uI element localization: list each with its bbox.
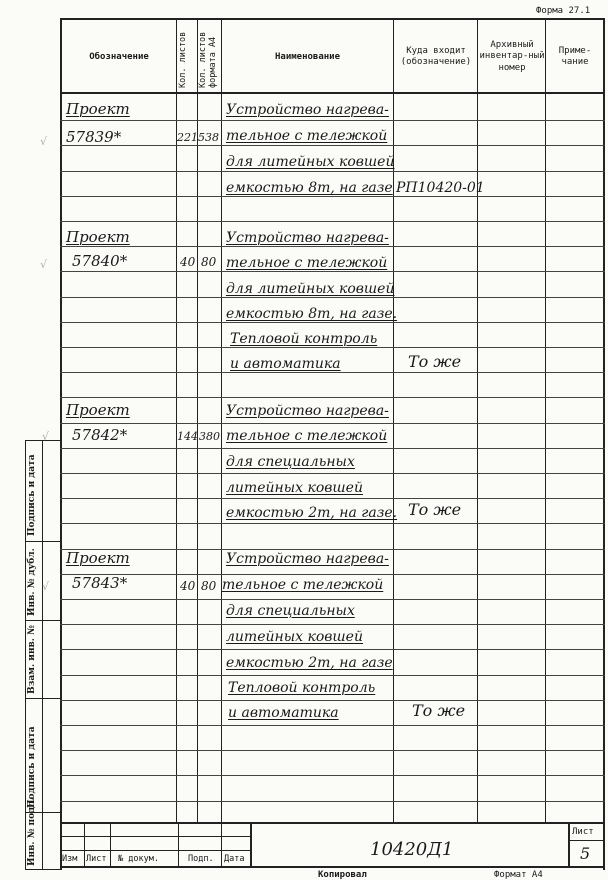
entry-1-sheets: 221 <box>177 131 198 144</box>
row-line <box>60 574 605 575</box>
entry-3-name-line5: емкостью 2т, на газе. <box>226 505 398 521</box>
row-line <box>60 498 605 499</box>
row-line <box>60 725 605 726</box>
header-designation: Обозначение <box>89 52 149 62</box>
entry-2-sheets: 40 <box>180 255 196 269</box>
row-line <box>60 801 605 802</box>
check-mark: √ <box>40 258 48 271</box>
row-line <box>60 649 605 650</box>
entry-1-a4: 538 <box>198 131 219 144</box>
side-label-sign-date-top: Подпись и дата <box>27 454 37 536</box>
stamp-sheet-number: 5 <box>580 844 591 863</box>
side-strip-divider <box>42 440 43 870</box>
header-divider <box>60 92 605 94</box>
side-strip-left <box>25 440 26 870</box>
row-line <box>60 347 605 348</box>
entry-1-designation-line1: Проект <box>66 100 130 118</box>
stamp-data: Дата <box>224 854 245 864</box>
entry-4-name-line6: Тепловой контроль <box>228 680 376 696</box>
entry-4-name-line4: литейных ковшей <box>226 629 363 645</box>
row-line <box>60 171 605 172</box>
header-where-used: Куда входит (обозначение) <box>400 46 472 68</box>
row-line <box>60 397 605 398</box>
stamp-izm: Изм <box>62 854 78 864</box>
row-line <box>60 473 605 474</box>
entry-4-designation-line1: Проект <box>66 549 130 567</box>
col-line-5 <box>477 18 478 822</box>
row-line <box>60 120 605 121</box>
entry-2-name-line6: и автоматика <box>230 356 341 372</box>
stamp-sheet-label: Лист <box>572 827 594 837</box>
footer-copied: Копировал <box>318 870 367 880</box>
header-a4-count: Кол. листов формата А4 <box>198 31 218 88</box>
row-line <box>60 775 605 776</box>
entry-2-name-line4: емкостью 8т, на газе. <box>226 306 398 322</box>
entry-4-where-used: То же <box>412 701 466 720</box>
row-line <box>60 675 605 676</box>
side-label-sign-date-bottom: Подпись и дата <box>27 726 37 808</box>
entry-4-designation-line2: 57843* <box>72 574 128 592</box>
entry-1-designation-line2: 57839* <box>66 128 122 146</box>
frame-bottom <box>60 866 605 868</box>
row-line <box>60 297 605 298</box>
entry-2-designation-line1: Проект <box>66 228 130 246</box>
entry-2-name-line3: для литейных ковшей <box>226 281 395 297</box>
entry-1-name-line3: для литейных ковшей <box>226 154 395 170</box>
entry-2-a4: 80 <box>201 255 217 269</box>
row-line <box>60 322 605 323</box>
frame-top <box>60 18 605 20</box>
entry-1-name-line4: емкостью 8т, на газе <box>226 180 393 196</box>
col-line-4 <box>393 18 394 822</box>
entry-2-name-line5: Тепловой контроль <box>230 331 378 347</box>
header-sheets-count: Кол. листов <box>178 31 188 88</box>
entry-1-name-line1: Устройство нагрева- <box>226 102 389 118</box>
entry-4-name-line3: для специальных <box>226 603 355 619</box>
entry-2-where-used: То же <box>408 352 462 371</box>
row-line <box>60 599 605 600</box>
side-label-vzam-inv: Взам. инв. № <box>27 625 37 694</box>
entry-1-where-used: РП10420-01 <box>396 180 485 196</box>
header-note: Приме-чание <box>558 46 592 68</box>
entry-4-sheets: 40 <box>180 579 196 593</box>
entry-4-a4: 80 <box>201 579 217 593</box>
entry-3-name-line2: тельное с тележкой <box>226 428 388 444</box>
header-name: Наименование <box>274 52 341 62</box>
row-line <box>60 448 605 449</box>
row-line <box>60 423 605 424</box>
entry-3-designation-line1: Проект <box>66 401 130 419</box>
check-mark: √ <box>42 430 50 443</box>
entry-4-name-line2: тельное с тележкой <box>222 577 384 593</box>
stamp-top-line <box>60 822 605 824</box>
entry-3-sheets: 144 <box>177 430 198 443</box>
col-line-6 <box>545 18 546 822</box>
row-line <box>60 271 605 272</box>
entry-3-a4: 380 <box>199 430 220 443</box>
entry-4-name-line7: и автоматика <box>228 705 339 721</box>
row-line <box>60 549 605 550</box>
side-label-inv-dubl: Инв. № дубл. <box>27 548 37 616</box>
row-line <box>60 372 605 373</box>
stamp-list: Лист <box>86 854 107 864</box>
footer-format: Формат А4 <box>494 870 543 880</box>
entry-3-name-line1: Устройство нагрева- <box>226 403 389 419</box>
entry-3-name-line4: литейных ковшей <box>226 480 363 496</box>
entry-3-name-line3: для специальных <box>226 454 355 470</box>
entry-2-name-line2: тельное с тележкой <box>226 255 388 271</box>
header-archive-no: Архивный инвентар-ный номер <box>479 40 545 73</box>
entry-3-designation-line2: 57842* <box>72 426 128 444</box>
row-line <box>60 523 605 524</box>
side-label-inv-podl: Инв. № подл. <box>27 797 37 866</box>
row-line <box>60 624 605 625</box>
entry-4-name-line1: Устройство нагрева- <box>226 551 389 567</box>
entry-1-name-line2: тельное с тележкой <box>226 128 388 144</box>
check-mark: √ <box>40 135 48 148</box>
row-line <box>60 221 605 222</box>
row-line <box>60 700 605 701</box>
entry-2-name-line1: Устройство нагрева- <box>226 230 389 246</box>
stamp-designation: 10420Д1 <box>370 839 454 860</box>
entry-4-name-line5: емкостью 2т, на газе <box>226 655 393 671</box>
entry-2-designation-line2: 57840* <box>72 252 128 270</box>
stamp-doc-no: № докум. <box>118 854 159 864</box>
form-label: Форма 27.1 <box>536 6 591 16</box>
row-line <box>60 145 605 146</box>
check-mark: √ <box>42 580 50 593</box>
entry-3-where-used: То же <box>408 500 462 519</box>
col-line-3 <box>221 18 222 822</box>
row-line <box>60 246 605 247</box>
row-line <box>60 196 605 197</box>
stamp-podp: Подп. <box>188 854 214 864</box>
row-line <box>60 750 605 751</box>
